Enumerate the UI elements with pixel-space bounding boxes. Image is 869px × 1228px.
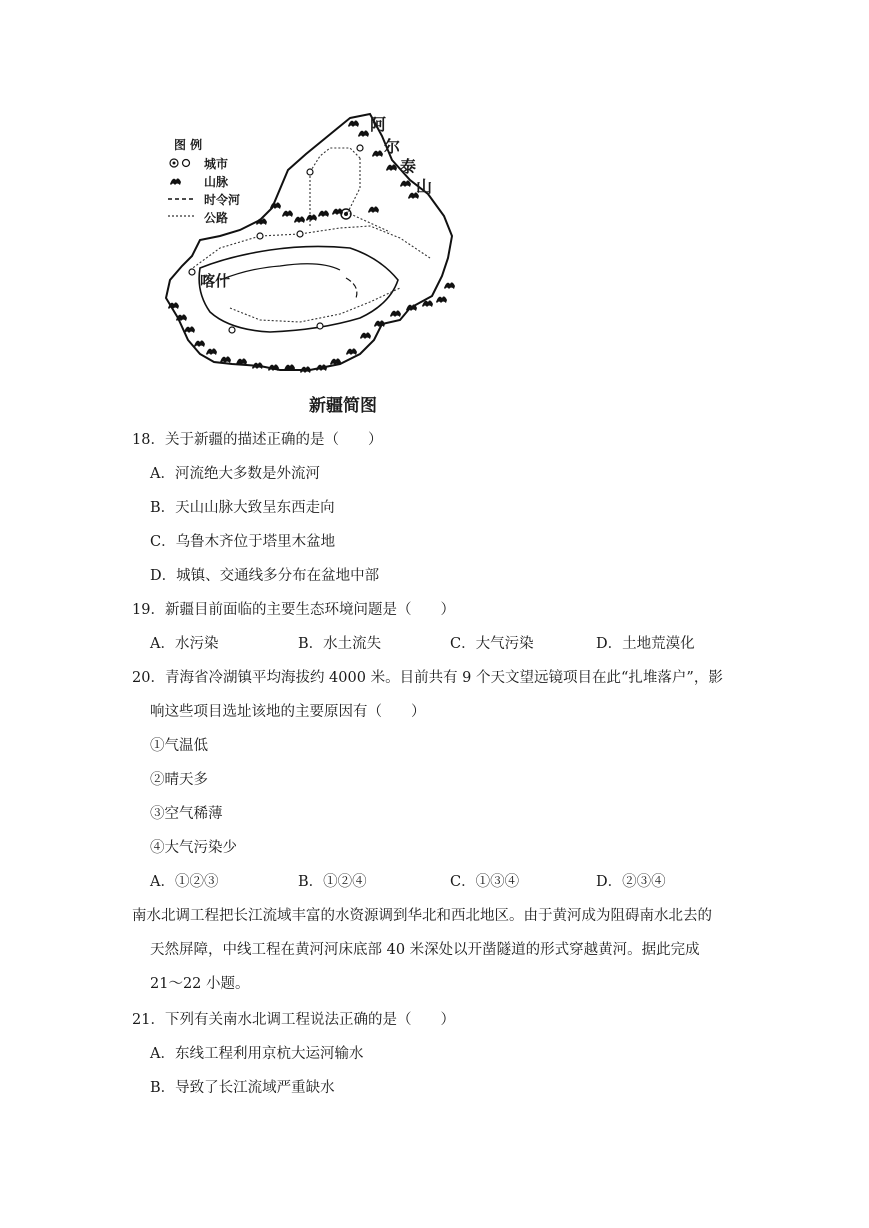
q21-option-b: B．导致了长江流域严重缺水 [150, 1080, 335, 1096]
q20-option-c: C．①③④ [450, 874, 520, 890]
passage-line3: 21～22 小题。 [150, 976, 250, 992]
legend-label-city: 城市 [204, 157, 229, 171]
q20-item-3: ③空气稀薄 [150, 806, 223, 822]
region-boundary [166, 114, 452, 370]
altai-label-2: 尔 [384, 137, 401, 156]
q19-option-d: D．土地荒漠化 [596, 636, 695, 652]
altai-label-3: 泰 [400, 157, 417, 176]
q19-option-c: C．大气污染 [450, 636, 534, 652]
q18-option-b: B．天山山脉大致呈东西走向 [150, 500, 335, 516]
river [220, 264, 340, 280]
q21-option-a: A．东线工程利用京杭大运河输水 [150, 1046, 364, 1062]
q18-option-c: C．乌鲁木齐位于塔里木盆地 [150, 534, 336, 550]
legend-label-seasonal-river: 时令河 [204, 193, 241, 207]
q20-stem-line1: 20．青海省冷湖镇平均海拔约 4000 米。目前共有 9 个天文望远镜项目在此“扎堆落户”，影 [132, 670, 723, 686]
q19-stem: 19．新疆目前面临的主要生态环境问题是（ ） [132, 602, 455, 618]
q20-item-2: ②晴天多 [150, 772, 208, 788]
q18-option-d: D．城镇、交通线多分布在盆地中部 [150, 568, 380, 584]
legend-symbols [168, 159, 196, 216]
altai-label-4: 山 [416, 177, 433, 196]
q21-stem: 21．下列有关南水北调工程说法正确的是（ ） [132, 1012, 455, 1028]
q20-stem-line2: 响这些项目选址该地的主要原因有（ ） [150, 704, 426, 720]
seasonal-river [346, 278, 357, 298]
q20-option-d: D．②③④ [596, 874, 666, 890]
legend-label-road: 公路 [204, 211, 229, 225]
altai-label-1: 阿 [370, 115, 387, 134]
passage-line1: 南水北调工程把长江流域丰富的水资源调到华北和西北地区。由于黄河成为阻碍南水北去的 [132, 908, 712, 924]
q18-option-a: A．河流绝大多数是外流河 [150, 466, 320, 482]
q20-item-1: ①气温低 [150, 738, 208, 754]
q19-option-b: B．水土流失 [298, 636, 382, 652]
q18-stem: 18．关于新疆的描述正确的是（ ） [132, 432, 383, 448]
xinjiang-map [160, 108, 470, 418]
q20-option-a: A．①②③ [150, 874, 219, 890]
q19-option-a: A．水污染 [150, 636, 219, 652]
q20-item-4: ④大气污染少 [150, 840, 237, 856]
passage-line2: 天然屏障，中线工程在黄河河床底部 40 米深处以开凿隧道的形式穿越黄河。据此完成 [150, 942, 700, 958]
legend-title: 图 例 [174, 138, 203, 152]
legend-label-mountain: 山脉 [204, 175, 229, 189]
q20-option-b: B．①②④ [298, 874, 367, 890]
map-caption: 新疆简图 [309, 396, 377, 416]
map-drawing [160, 108, 470, 388]
kashgar-label: 喀什 [200, 272, 231, 290]
